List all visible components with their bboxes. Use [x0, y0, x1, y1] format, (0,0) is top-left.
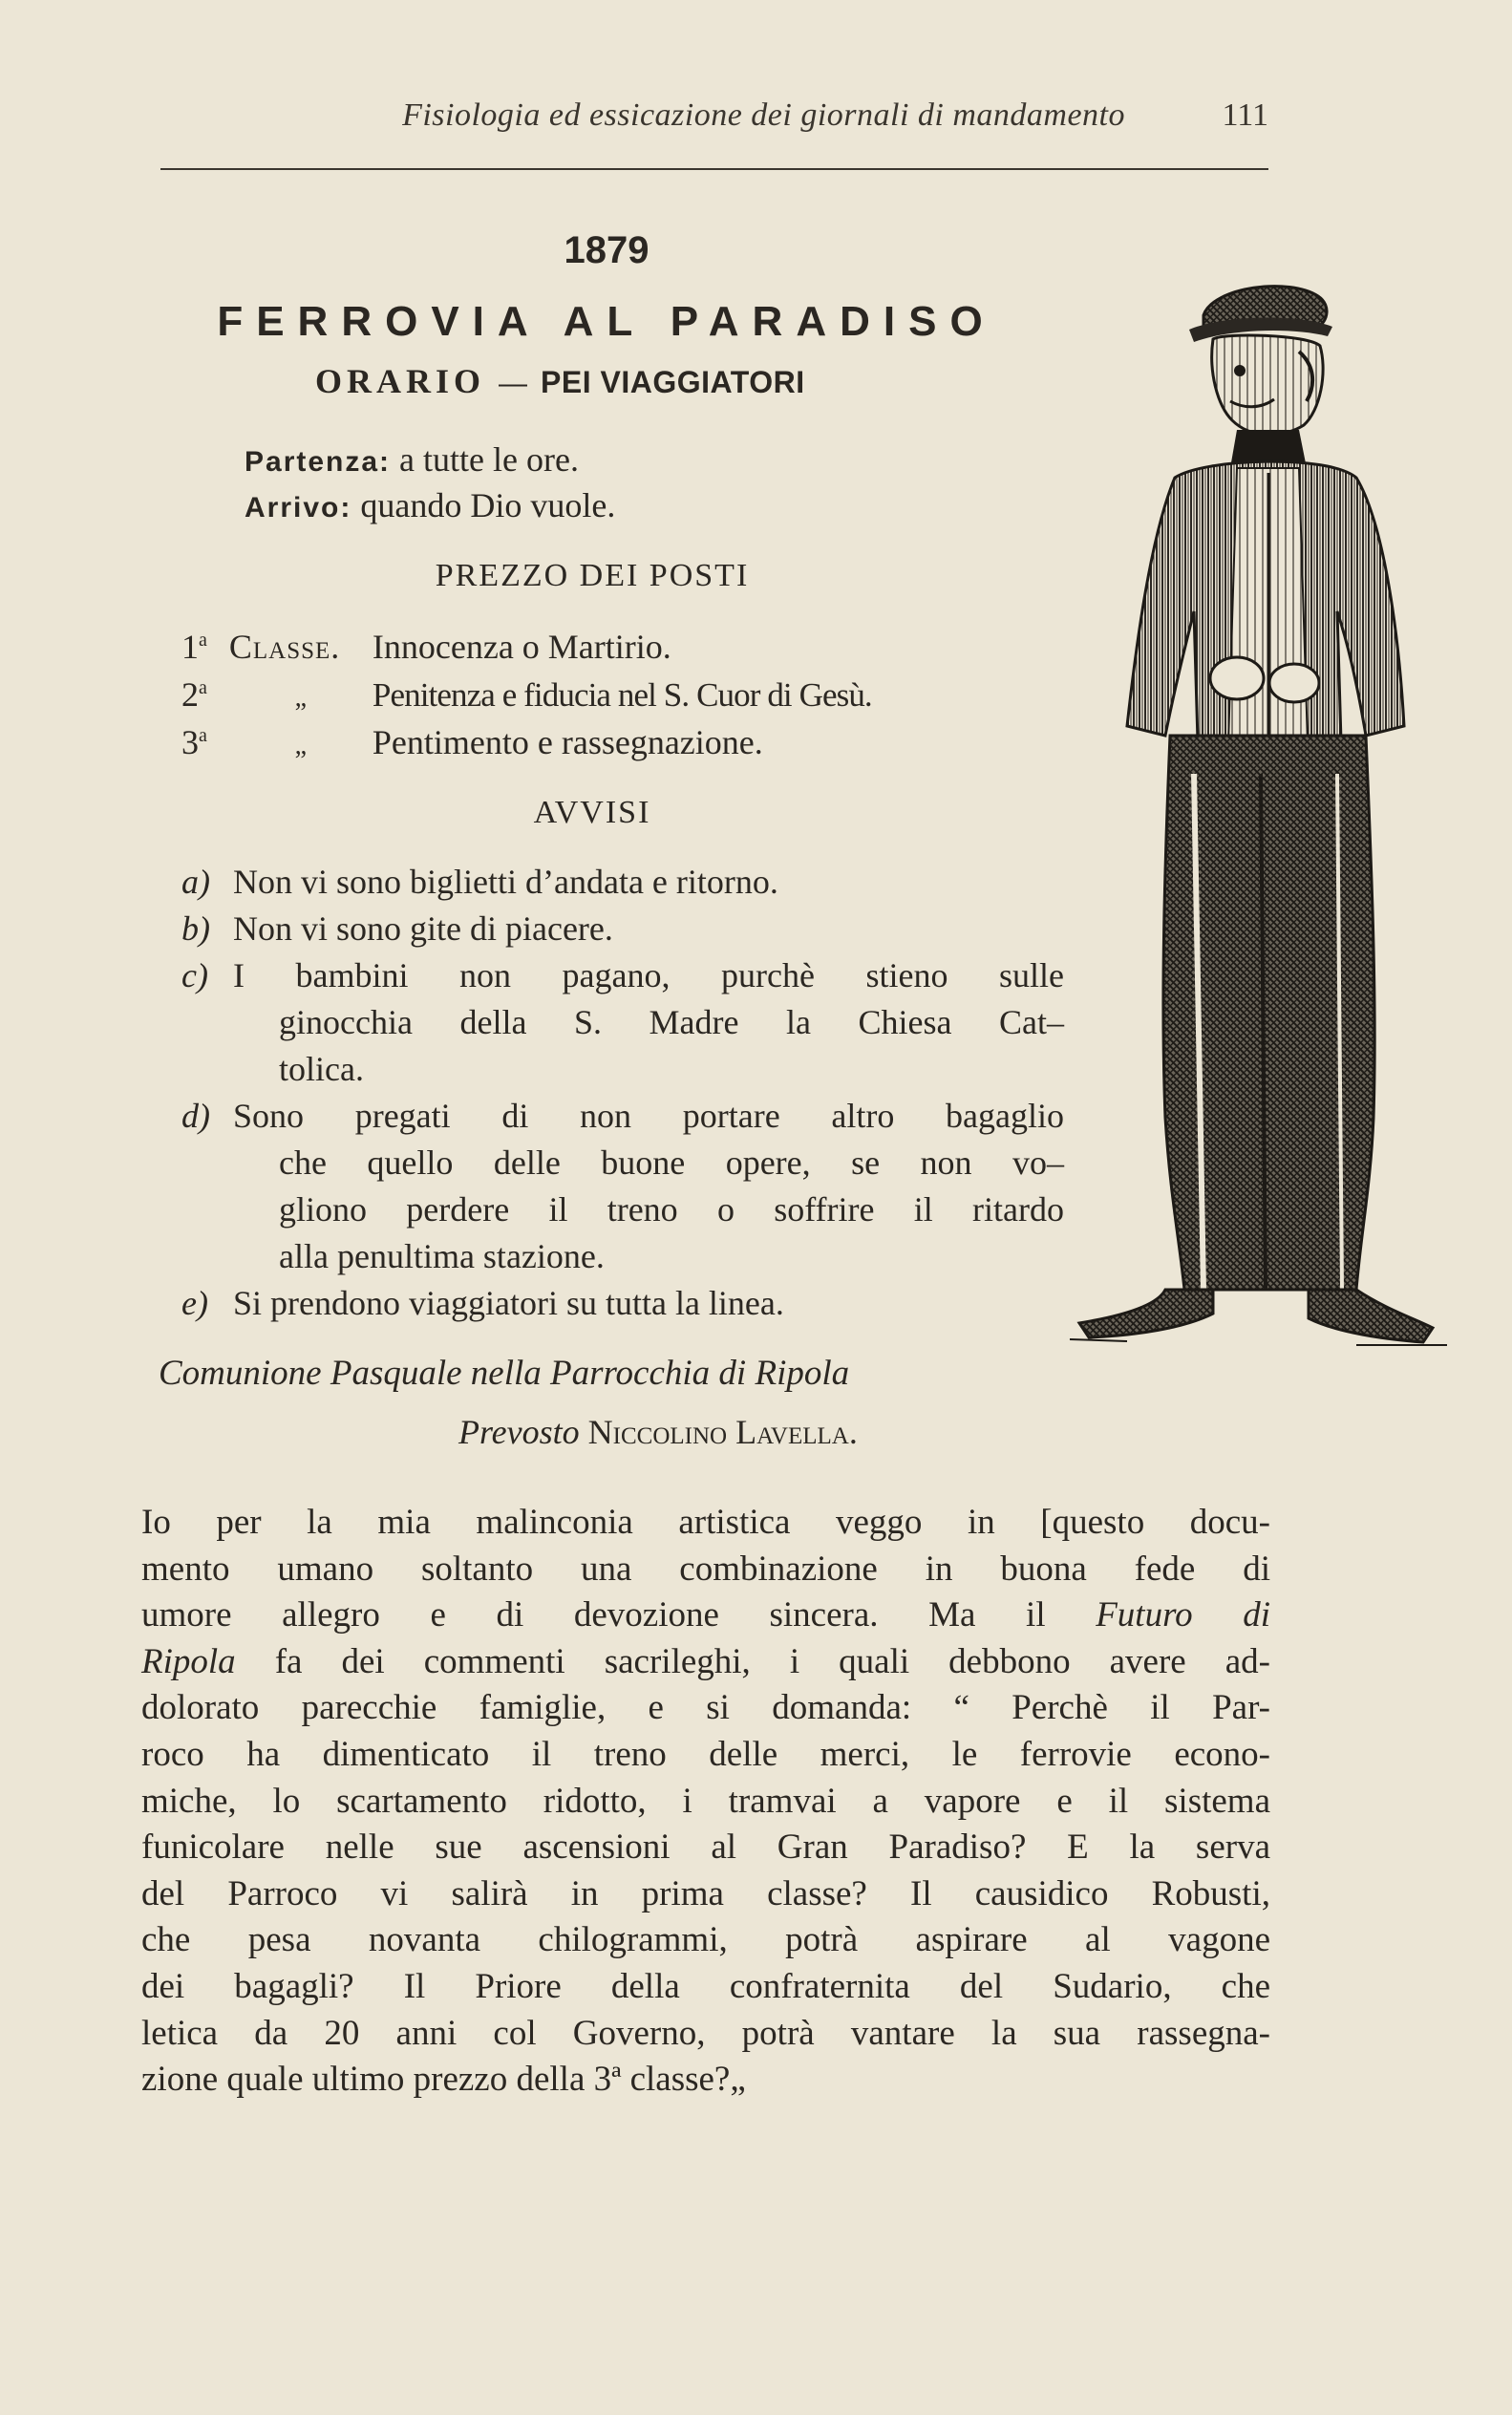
priest-illustration [1070, 277, 1452, 1395]
class-ordinal: 2$^a$ [181, 675, 207, 714]
avviso-item [181, 955, 1064, 995]
document-title: FERROVIA AL PARADISO [217, 298, 996, 345]
body-line: Ripola fa dei commenti sacrileghi, i quali debbono avere ad- [141, 1641, 1270, 1681]
class-row [181, 674, 872, 715]
avviso-line: gliono perdere il treno o soffrire il ritardo [279, 1190, 1064, 1229]
partenza-label: Partenza: [245, 446, 392, 478]
avviso-line: Si prendono viaggiatori su tutta la linea. [233, 1284, 784, 1322]
body-line: Io per la mia malinconia artistica veggo in [questo docu- [141, 1503, 1270, 1542]
body-line: mento umano soltanto una combinazione in buona fede di [141, 1549, 1270, 1589]
avviso-line: alla penultima stazione. [279, 1237, 605, 1275]
class-label: Classe. [228, 628, 341, 666]
body-line: del Parroco vi salirà in prima classe? Il causidico Robusti, [141, 1873, 1270, 1913]
prezzo-heading: PREZZO DEI POSTI [435, 558, 750, 593]
avviso-line: che quello delle buone opere, se non vo– [279, 1143, 1064, 1182]
avviso-mark: e) [181, 1284, 208, 1322]
running-head-title: Fisiologia ed essicazione dei giornali di mandamento [402, 97, 1125, 133]
avviso-mark: b) [181, 909, 210, 948]
arrivo-line [245, 485, 615, 525]
body-line: che pesa novanta chilogrammi, potrà aspirare al vagone [141, 1920, 1270, 1960]
communion-line: Comunione Pasquale nella Parrocchia di Ripola [159, 1354, 850, 1393]
class-value: Innocenza o Martirio. [372, 628, 671, 666]
italic-title: Ripola [141, 1641, 236, 1681]
class-row [181, 627, 671, 667]
class-ditto: „ [294, 731, 308, 760]
body-line: funicolare nelle sue ascensioni al Gran Paradiso? E la serva [141, 1827, 1270, 1868]
avviso-line: I bambini non pagano, purchè stieno sulle [233, 956, 1064, 994]
partenza-value: a tutte le ore. [399, 440, 579, 479]
italic-title: Futuro di [1096, 1595, 1270, 1635]
avviso-line: tolica. [279, 1050, 364, 1088]
body-line: dei bagagli? Il Priore della confraternita del Sudario, che [141, 1966, 1270, 2006]
arrivo-value: quando Dio vuole. [360, 486, 616, 524]
avviso-item [181, 908, 613, 949]
running-head [160, 97, 1268, 145]
class-value: Penitenza e fiducia nel S. Cuor di Gesù. [372, 676, 872, 714]
class-value: Pentimento e rassegnazione. [372, 723, 763, 761]
class-ordinal: 3$^a$ [181, 723, 207, 761]
avviso-line: ginocchia della S. Madre la Chiesa Cat– [279, 1003, 1064, 1041]
body-line: letica da 20 anni col Governo, potrà vantare la sua rassegna- [141, 2013, 1270, 2053]
avviso-item [181, 862, 778, 902]
avviso-mark: d) [181, 1097, 210, 1135]
body-line: roco ha dimenticato il treno delle merci, le ferrovie econo- [141, 1734, 1270, 1774]
avviso-item [181, 1096, 1064, 1136]
class-ordinal: 1$^a$ [181, 628, 207, 666]
avvisi-heading: AVVISI [533, 795, 651, 830]
body-line: dolorato parecchie famiglie, e si domanda: “ Perchè il Par- [141, 1688, 1270, 1728]
class-ditto: „ [294, 683, 308, 713]
prevosto-label: Prevosto [458, 1413, 580, 1451]
body-line: miche, lo scartamento ridotto, i tramvai a vapore e il sistema [141, 1781, 1270, 1821]
avviso-item [181, 1283, 784, 1323]
avviso-mark: c) [181, 956, 208, 994]
prevosto-name: Niccolino Lavella. [587, 1413, 858, 1451]
avviso-line: Non vi sono gite di piacere. [233, 909, 613, 948]
header-rule [160, 168, 1268, 170]
avviso-mark: a) [181, 863, 210, 901]
document-subtitle [315, 361, 965, 401]
body-paragraph [141, 1500, 1270, 2104]
body-line: umore allegro e di devozione sincera. Ma il Futuro di [141, 1595, 1270, 1635]
avviso-line: Non vi sono biglietti d’andata e ritorno. [233, 863, 778, 901]
body-line-last: zione quale ultimo prezzo della 3ª classe?„ [141, 2060, 746, 2100]
arrivo-label: Arrivo: [245, 492, 352, 524]
partenza-line [245, 439, 579, 480]
document-year: 1879 [564, 229, 650, 271]
prevosto-line [458, 1412, 858, 1452]
priest-engraving [1070, 277, 1452, 1395]
subtitle-orario: ORARIO [315, 362, 486, 400]
subtitle-pei-viaggiatori: PEI VIAGGIATORI [541, 365, 805, 399]
page-number: 111 [1222, 97, 1268, 133]
subtitle-dash: — [499, 368, 528, 399]
avviso-line: Sono pregati di non portare altro bagaglio [233, 1097, 1064, 1135]
class-row [181, 722, 763, 762]
